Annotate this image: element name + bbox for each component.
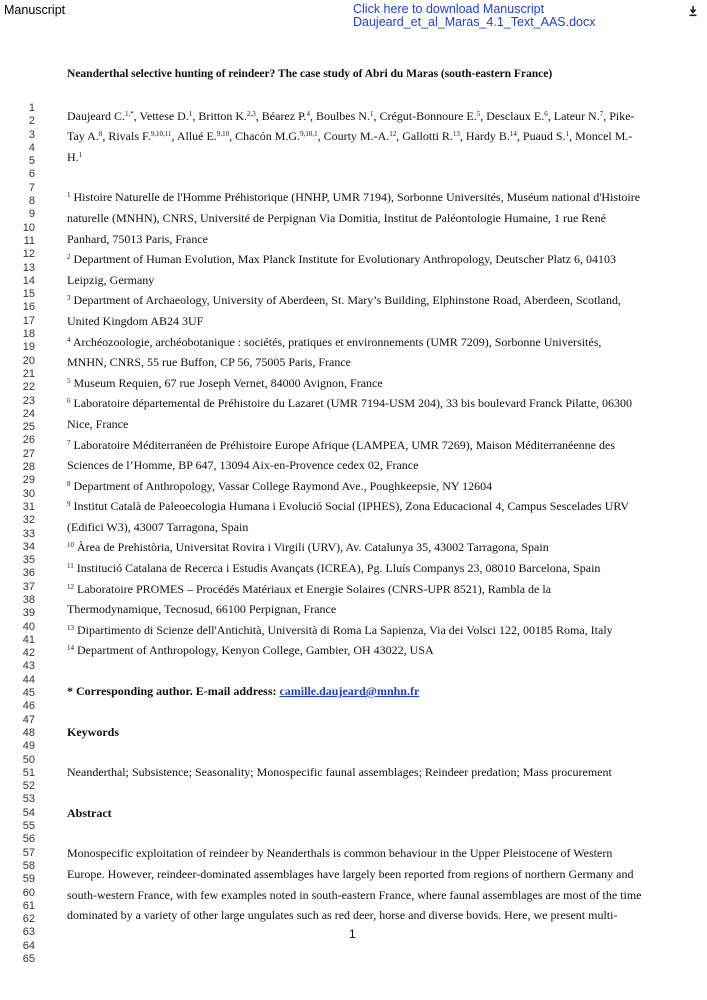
author-separator: , [516,129,523,144]
line-number: 14 [22,274,35,287]
affiliation-number: 9 [67,500,71,509]
line-number: 29 [22,474,35,487]
author-separator: , [547,108,554,123]
line-number: 34 [22,540,35,553]
line-number: 28 [22,461,35,474]
line-number: 61 [22,899,35,912]
affiliation [67,476,642,497]
author-separator: , [309,108,316,123]
line-number: 44 [22,673,35,686]
line-number: 65 [22,953,35,965]
affiliation-number: 7 [67,438,71,447]
line-number: 2 [28,115,35,128]
line-number: 24 [22,407,35,420]
line-numbers [0,102,38,966]
line-number: 60 [22,886,35,899]
line-number: 13 [22,261,35,274]
affiliation-number: 4 [67,335,71,344]
affiliation-list [67,187,642,661]
line-number: 35 [22,554,35,567]
affiliation [67,290,642,331]
author-separator: , [459,129,466,144]
line-number: 45 [22,687,35,700]
line-number: 1 [28,102,35,114]
line-number: 20 [22,354,35,367]
paper-title: Neanderthal selective hunting of reindeer? The case study of Abri du Maras (south-eastern France) [67,67,553,80]
affiliation-text: Department of Anthropology, Kenyon College, Gambier, OH 43022, USA [74,643,434,658]
line-number: 56 [22,833,35,846]
affiliation [67,249,642,290]
line-number: 4 [28,141,35,154]
author-name: Moncel M.-H. [67,129,633,164]
line-number: 40 [22,620,35,633]
page-number: 1 [349,927,356,941]
line-number: 39 [22,607,35,620]
affiliation-text: Laboratoire PROMES – Procédés Matériaux et Energie Solaires (CNRS-UPR 8521), Rambla de la Thermodynamique, Tecnosud, 66100 Perpignan, France [67,581,552,617]
line-number: 63 [22,926,35,939]
author-affiliation-marker: 1,* [124,109,134,118]
author-affiliation-marker: 6 [544,109,548,118]
author-affiliation-marker: 14 [509,130,517,139]
author-name: Hardy B. [465,129,510,144]
line-number: 62 [22,913,35,926]
affiliation-number: 3 [67,294,71,303]
line-number: 53 [22,793,35,806]
line-number: 48 [22,726,35,739]
author-name: Rivals F. [108,129,151,144]
manuscript-body [67,64,642,926]
line-number: 27 [22,447,35,460]
line-number: 42 [22,647,35,660]
affiliation-number: 11 [67,562,74,571]
line-number: 38 [22,593,35,606]
author-name: Britton K. [198,108,248,123]
affiliation-text: Àrea de Prehistòria, Universitat Rovira i Virgili (URV), Av. Catalunya 35, 43002 Tarragona, Spain [74,540,549,555]
line-number: 16 [22,301,35,314]
author-name: Chacón M.G. [235,129,301,144]
download-icon[interactable] [688,5,698,17]
affiliation [67,537,642,558]
line-number: 52 [22,780,35,793]
line-number: 21 [22,367,35,380]
author-name: Daujeard C. [67,108,125,123]
corresponding-author [67,681,642,702]
line-number: 47 [22,713,35,726]
line-number: 43 [22,660,35,673]
line-number: 46 [22,700,35,713]
author-separator: , [396,129,403,144]
affiliation-text: Department of Archaeology, University of Aberdeen, St. Mary’s Building, Elphinstone Road, Aberdeen, Scotland, United Kingdom AB24 3UF [67,293,621,328]
affiliation-number: 1 [67,191,71,200]
author-separator: , [317,129,324,144]
line-number: 41 [22,633,35,646]
line-number: 31 [22,500,35,513]
line-number: 32 [22,514,35,527]
affiliation-text: Department of Anthropology, Vassar College Raymond Ave., Poughkeepsie, NY 12604 [70,478,493,493]
affiliation-number: 13 [67,623,74,632]
line-number: 11 [23,234,35,247]
line-number: 59 [22,873,35,886]
affiliation [67,496,642,537]
author-separator: , [480,108,487,123]
keywords-text: Neanderthal; Subsistence; Seasonality; Monospecific faunal assemblages; Reindeer predation; Mass procurement [67,765,612,780]
author-separator: , [171,129,177,144]
affiliation [67,435,642,476]
author-separator: , [373,108,380,123]
affiliation [67,373,642,394]
keywords-heading: Keywords [67,724,119,739]
affiliation [67,620,642,641]
affiliation-text: Laboratoire départemental de Préhistoire du Lazaret (UMR 7194-USM 204), 33 bis boulevard Franck Pilatte, 06300 Nice, France [67,396,633,431]
affiliation-number: 10 [67,541,74,550]
line-number: 17 [22,314,35,327]
author-separator: , [255,108,262,123]
author-list [67,106,642,168]
affiliation [67,579,642,620]
author-affiliation-marker: 1 [78,150,83,159]
author-affiliation-marker: 4 [306,109,310,118]
line-number: 19 [22,341,35,354]
line-number: 3 [28,128,35,141]
affiliation-text: Dipartimento di Scienze dell'Antichità, Università di Roma La Sapienza, Via dei Volsci 122, 00185 Roma, Italy [74,622,613,637]
line-number: 5 [28,155,35,168]
author-affiliation-marker: 9,10,1 [300,130,318,139]
line-number: 22 [22,381,35,394]
affiliation-number: 12 [67,582,74,591]
affiliation [67,393,642,434]
line-number: 6 [28,168,35,181]
affiliation-number: 6 [67,397,71,406]
line-number: 30 [22,487,35,500]
author-name: Boulbes N. [315,108,370,123]
affiliation-text: Histoire Naturelle de l'Homme Préhistorique (HNHP, UMR 7194), Sorbonne Universités, Muséum national d'Histoire naturelle (MNHN), CNRS, Université de Perpignan Via Domitia, Institut de Paléontologie Humaine, 1 rue René Panhard, 75013 Paris, France [67,190,641,246]
affiliation-number: 8 [67,479,71,488]
manuscript-label: Manuscript [4,3,66,17]
line-number: 26 [22,434,35,447]
download-link-line1[interactable]: Click here to download Manuscript [353,2,545,16]
author-separator: , [229,129,236,144]
affiliation-number: 2 [67,253,71,262]
line-number: 57 [22,846,35,859]
corresponding-email-link[interactable]: camille.daujeard@mnhn.fr [279,684,420,699]
line-number: 58 [22,859,35,872]
author-separator: , [102,129,109,144]
affiliation [67,640,642,661]
author-affiliation-marker: 1 [188,109,193,118]
abstract-heading: Abstract [67,805,112,820]
line-number: 64 [22,939,35,952]
author-name: Gallotti R. [402,129,453,144]
author-name: Allué E. [176,129,217,144]
author-separator: , [569,129,576,144]
line-number: 25 [22,421,35,434]
author-name: Vettese D. [139,108,189,123]
author-name: Courty M.-A. [323,129,390,144]
author-affiliation-marker: 2,3 [247,109,256,118]
line-number: 23 [22,394,35,407]
author-affiliation-marker: 5 [476,109,481,118]
affiliation-text: Department of Human Evolution, Max Planck Institute for Evolutionary Anthropology, Deutscher Platz 6, 04103 Leipzig, Germany [67,252,616,287]
author-separator: , [192,108,199,123]
line-number: 37 [22,580,35,593]
author-affiliation-marker: 1 [369,109,374,118]
line-number: 12 [22,248,35,261]
affiliation-text: Institució Catalana de Recerca i Estudis Avançats (ICREA), Pg. Lluís Companys 23, 08010 Barcelona, Spain [73,561,601,576]
author-affiliation-marker: 7 [599,109,604,118]
affiliation [67,187,642,249]
line-number: 36 [22,567,35,580]
affiliation [67,558,642,579]
author-separator: , [603,108,610,123]
author-affiliation-marker: 1 [565,130,570,139]
download-manuscript-link[interactable] [353,3,653,29]
affiliation-text: Archéozoologie, archéobotanique : sociétés, pratiques et environnements (UMR 7209), Sorbonne Universités, MNHN, CNRS, 55 rue Buffon, CP 56, 75005 Paris, France [67,334,602,370]
line-number: 8 [28,195,35,208]
author-affiliation-marker: 9,10 [216,130,230,139]
line-number: 49 [22,740,35,753]
line-number: 7 [28,181,35,194]
author-affiliation-marker: 8 [98,130,103,139]
author-name: Desclaux E. [486,108,545,123]
affiliation-number: 14 [67,644,74,653]
author-affiliation-marker: 9,10,11 [150,130,172,139]
author-name: Lateur N. [553,108,600,123]
author-name: Béarez P. [261,108,307,123]
affiliation-number: 5 [67,376,71,385]
line-number: 15 [22,288,35,301]
author-name: Puaud S. [522,129,566,144]
affiliation-text: Laboratoire Méditerranéen de Préhistoire Europe Afrique (LAMPEA, UMR 7269), Maison Méditerranéenne des Sciences de l’Homme, BP 647, 13094 Aix-en-Provence cedex 02, France [67,437,616,473]
line-number: 10 [22,221,35,234]
line-number: 18 [22,328,35,341]
line-number: 55 [22,820,35,833]
line-number: 50 [22,753,35,766]
line-number: 9 [28,208,35,221]
corresponding-label: * Corresponding author. E-mail address: [67,684,280,699]
line-number: 54 [22,806,35,819]
author-affiliation-marker: 13 [452,130,460,139]
author-name: Pike-Tay A. [67,108,635,144]
author-affiliation-marker: 12 [389,130,397,139]
author-separator: , [133,108,140,123]
line-number: 33 [22,527,35,540]
abstract-text: Monospecific exploitation of reindeer by Neanderthals is common behaviour in the Upper Pleistocene of Western Europe. However, reindeer-dominated assemblages have largely been reported from regions of northern Germany and south-western France, with few examples noted in south-eastern France, where faunal assemblages are most of the time dominated by a variety of other large ungulates such as red deer, horse and diverse bovids. Here, we present multi- [67,846,642,923]
affiliation-text: Museum Requien, 67 rue Joseph Vernet, 84000 Avignon, France [70,375,383,390]
download-link-filename[interactable]: Daujeard_et_al_Maras_4.1_Text_AAS.docx [353,15,596,29]
author-name: Crégut-Bonnoure E. [379,108,477,123]
affiliation [67,332,642,373]
affiliation-text: Institut Català de Paleoecologia Humana i Evolució Social (IPHES), Zona Educacional 4, Campus Sescelades URV (Edifici W3), 43007 Tarragona, Spain [67,499,629,534]
line-number: 51 [22,766,35,779]
